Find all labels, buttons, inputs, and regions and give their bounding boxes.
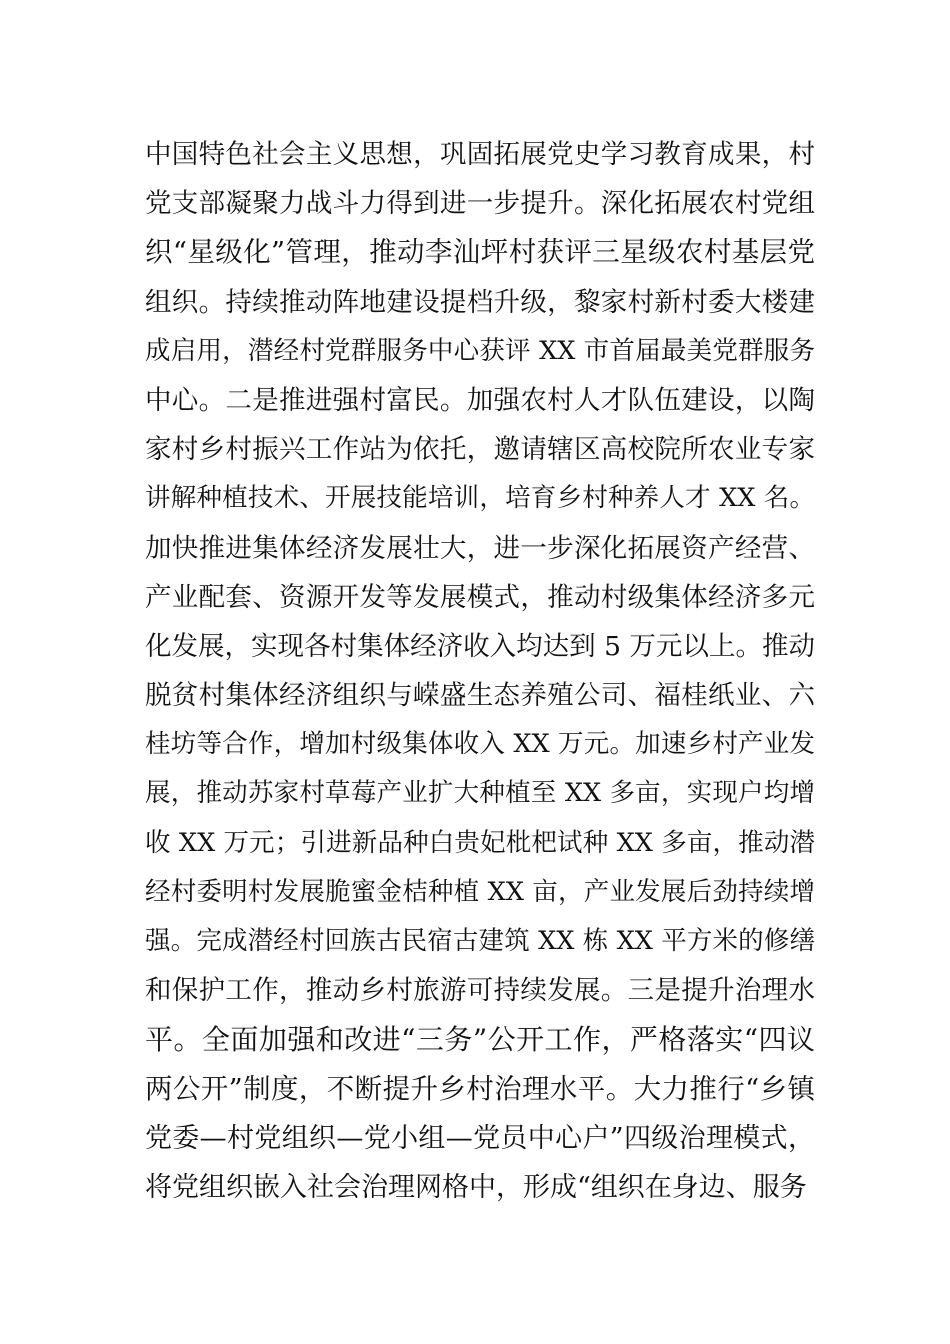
text-line: 组织。持续推动阵地建设提档升级，黎家村新村委大楼建 [145, 286, 815, 318]
text-line: 和保护工作，推动乡村旅游可持续发展。三是提升治理水 [145, 975, 815, 1007]
text-line: 平。全面加强和改进“三务”公开工作，严格落实“四议 [145, 1023, 815, 1057]
text-line: 脱贫村集体经济组织与嵘盛生态养殖公司、福桂纸业、六 [145, 680, 815, 712]
text-line: 党支部凝聚力战斗力得到进一步提升。深化拓展农村党组 [145, 188, 815, 220]
text-line: 展，推动苏家村草莓产业扩大种植至 XX 多亩，实现户均增 [145, 778, 815, 809]
text-line: 经村委明村发展脆蜜金桔种植 XX 亩，产业发展后劲持续增 [145, 876, 815, 907]
text-line: 讲解种植技术、开展技能培训，培育乡村种养人才 XX 名。 [145, 483, 815, 514]
text-line: 中心。二是推进强村富民。加强农村人才队伍建设，以陶 [145, 384, 815, 416]
text-line: 收 XX 万元；引进新品种白贵妃枇杷试种 XX 多亩，推动潜 [145, 827, 815, 858]
text-line: 两公开”制度，不断提升乡村治理水平。大力推行“乡镇 [145, 1072, 815, 1105]
text-line: 成启用，潜经村党群服务中心获评 XX 市首届最美党群服务 [145, 335, 815, 366]
text-line: 强。完成潜经村回族古民宿古建筑 XX 栋 XX 平方米的修缮 [145, 926, 815, 956]
text-line: 将党组织嵌入社会治理网格中，形成“组织在身边、服务 [145, 1171, 807, 1203]
text-line: 中国特色社会主义思想，巩固拓展党史学习教育成果，村 [145, 139, 815, 170]
text-line: 加快推进集体经济发展壮大，进一步深化拓展资产经营、 [145, 532, 815, 564]
text-line: 织“星级化”管理，推动李汕坪村获评三星级农村基层党 [145, 236, 815, 269]
text-line: 党委—村党组织—党小组—党员中心户”四级治理模式， [145, 1122, 815, 1154]
body-paragraph [145, 130, 815, 1212]
text-line: 化发展，实现各村集体经济收入均达到 5 万元以上。推动 [145, 630, 815, 662]
text-line: 桂坊等合作，增加村级集体收入 XX 万元。加速乡村产业发 [145, 729, 815, 760]
text-line: 产业配套、资源开发等发展模式，推动村级集体经济多元 [145, 581, 815, 613]
text-line: 家村乡村振兴工作站为依托，邀请辖区高校院所农业专家 [145, 434, 815, 466]
